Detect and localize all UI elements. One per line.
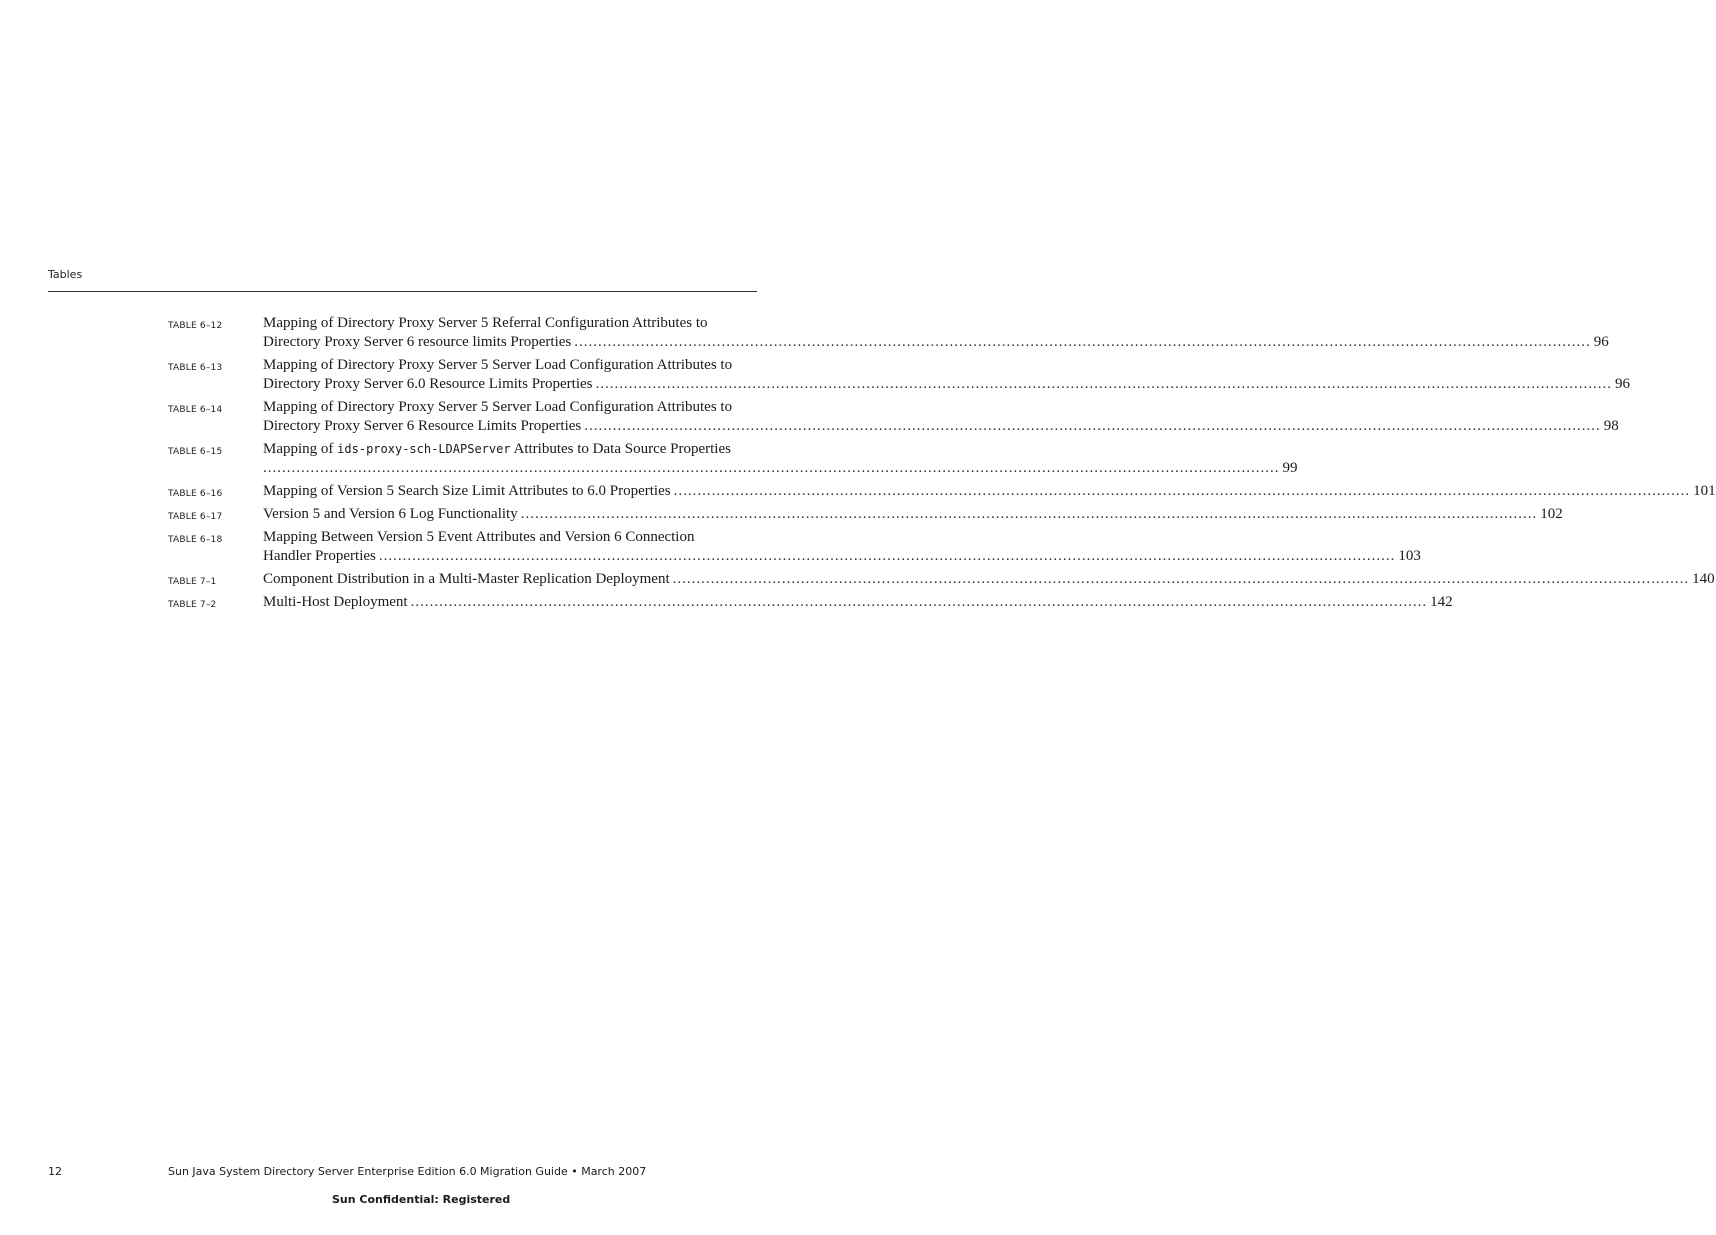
table-number: TABLE 7–2 [168, 600, 217, 610]
dot-leader [379, 547, 1396, 566]
table-title-line2: Directory Proxy Server 6 Resource Limits Properties [263, 418, 582, 434]
dot-leader [673, 570, 1690, 589]
title-text-post: Attributes to Data Source Properties [513, 441, 731, 457]
table-title-line2: Directory Proxy Server 6 resource limits Properties [263, 334, 572, 350]
footer-page-number: 12 [48, 1165, 62, 1178]
table-title-line1 [263, 440, 731, 459]
page-number: 101 [1693, 483, 1716, 499]
table-title-line2: Handler Properties [263, 548, 376, 564]
table-title-line1: Mapping of Directory Proxy Server 5 Referral Configuration Attributes to [263, 315, 708, 331]
page-number: 99 [1282, 460, 1298, 476]
table-title-line1: Mapping of Directory Proxy Server 5 Server Load Configuration Attributes to [263, 399, 733, 415]
table-title-line2: Directory Proxy Server 6.0 Resource Limits Properties [263, 376, 593, 392]
toc-entry[interactable] [168, 528, 1421, 566]
title-text-pre: Mapping of [263, 441, 334, 457]
toc-entry[interactable] [168, 398, 1619, 436]
toc-entry[interactable] [168, 314, 1609, 352]
dot-leader [411, 593, 1428, 612]
page-number: 96 [1593, 334, 1609, 350]
table-title-line1: Mapping Between Version 5 Event Attributes and Version 6 Connection [263, 529, 695, 545]
dot-leader [521, 505, 1538, 524]
page-number: 142 [1430, 594, 1453, 610]
toc-entry[interactable] [168, 593, 1453, 612]
title-code: ids-proxy-sch-LDAPServer [337, 442, 511, 456]
toc-entry[interactable] [168, 356, 1631, 394]
toc-entry[interactable] [168, 440, 1298, 478]
toc-entry[interactable] [168, 482, 1716, 501]
table-number: TABLE 6–12 [168, 321, 223, 331]
dot-leader [584, 417, 1601, 436]
table-number: TABLE 7–1 [168, 577, 217, 587]
table-title-line1: Component Distribution in a Multi-Master Replication Deployment [263, 571, 670, 587]
table-number: TABLE 6–15 [168, 447, 223, 457]
table-number: TABLE 6–16 [168, 489, 223, 499]
table-number: TABLE 6–18 [168, 535, 223, 545]
page-number: 140 [1692, 571, 1715, 587]
dot-leader [263, 459, 1280, 478]
page-number: 103 [1398, 548, 1421, 564]
running-header-section: Tables [48, 268, 83, 281]
table-title-line1: Mapping of Directory Proxy Server 5 Server Load Configuration Attributes to [263, 357, 733, 373]
footer-document-title: Sun Java System Directory Server Enterprise Edition 6.0 Migration Guide • March 2007 [168, 1165, 647, 1178]
table-number: TABLE 6–14 [168, 405, 223, 415]
header-rule [48, 291, 757, 292]
page-number: 98 [1603, 418, 1619, 434]
table-title-line1: Version 5 and Version 6 Log Functionality [263, 506, 518, 522]
toc-entry[interactable] [168, 570, 1715, 589]
table-number: TABLE 6–17 [168, 512, 223, 522]
dot-leader [574, 333, 1591, 352]
list-of-tables [168, 314, 1716, 616]
page-number: 102 [1540, 506, 1563, 522]
toc-entry[interactable] [168, 505, 1563, 524]
footer-confidential: Sun Confidential: Registered [332, 1193, 511, 1206]
page-number: 96 [1615, 376, 1631, 392]
dot-leader [596, 375, 1613, 394]
table-number: TABLE 6–13 [168, 363, 223, 373]
dot-leader [674, 482, 1691, 501]
table-title-line1: Mapping of Version 5 Search Size Limit Attributes to 6.0 Properties [263, 483, 671, 499]
table-title-line1: Multi-Host Deployment [263, 594, 408, 610]
